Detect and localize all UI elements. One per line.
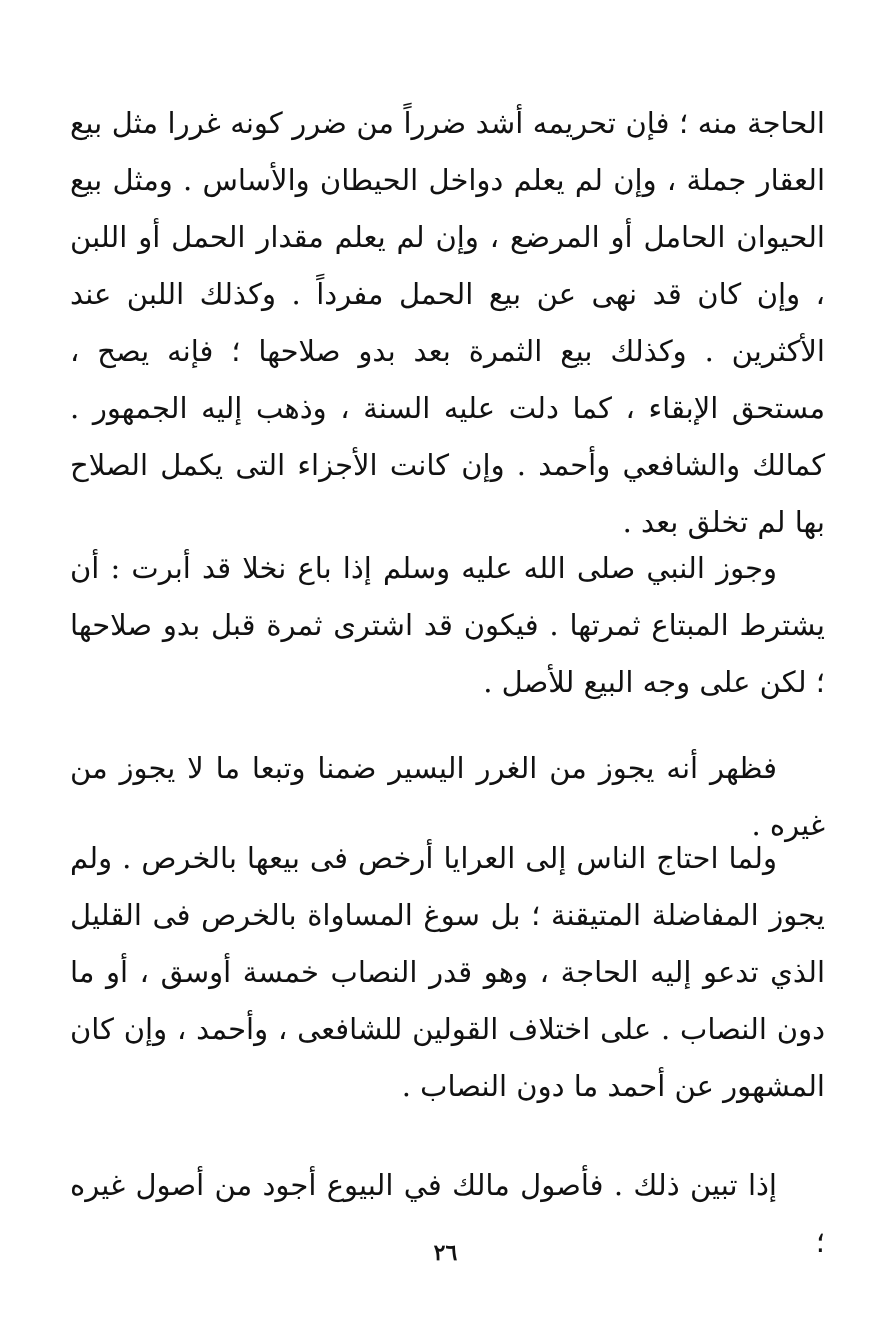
page-number: ٢٦ bbox=[433, 1240, 458, 1266]
paragraph-4: ولما احتاج الناس إلى العرايا أرخص فى بيعها بالخرص . ولم يجوز المفاضلة المتيقنة ؛ بل سوغ المساواة بالخرص فى القليل الذي تدعو إليه الحاجة ، وهو قدر النصاب خمسة أوسق ، أو ما دون النصاب . على اختلاف القولين للشافعى ، وأحمد ، وإن كان المشهور عن أحمد ما دون النصاب . bbox=[70, 841, 825, 1103]
paragraph-2: وجوز النبي صلى الله عليه وسلم إذا باع نخلا قد أبرت : أن يشترط المبتاع ثمرتها . فيكون قد اشترى ثمرة قبل بدو صلاحها ؛ لكن على وجه البيع للأصل . bbox=[70, 551, 825, 699]
paragraph-5: إذا تبين ذلك . فأصول مالك في البيوع أجود من أصول غيره ؛ bbox=[70, 1168, 825, 1259]
paragraph-3: فظهر أنه يجوز من الغرر اليسير ضمنا وتبعا ما لا يجوز من غيره . bbox=[70, 751, 825, 842]
paragraph-1: الحاجة منه ؛ فإن تحريمه أشد ضرراً من ضرر كونه غررا مثل بيع العقار جملة ، وإن لم يعلم دواخل الحيطان والأساس . ومثل بيع الحيوان الحامل أو المرضع ، وإن لم يعلم مقدار الحمل أو اللبن ، وإن كان قد نهى عن بيع الحمل مفرداً . وكذلك اللبن عند الأكثرين . وكذلك بيع الثمرة بعد بدو صلاحها ؛ فإنه يصح ، مستحق الإبقاء ، كما دلت عليه السنة ، وذهب إليه الجمهور . كمالك والشافعي وأحمد . وإن كانت الأجزاء التى يكمل الصلاح بها لم تخلق بعد . bbox=[70, 106, 825, 539]
